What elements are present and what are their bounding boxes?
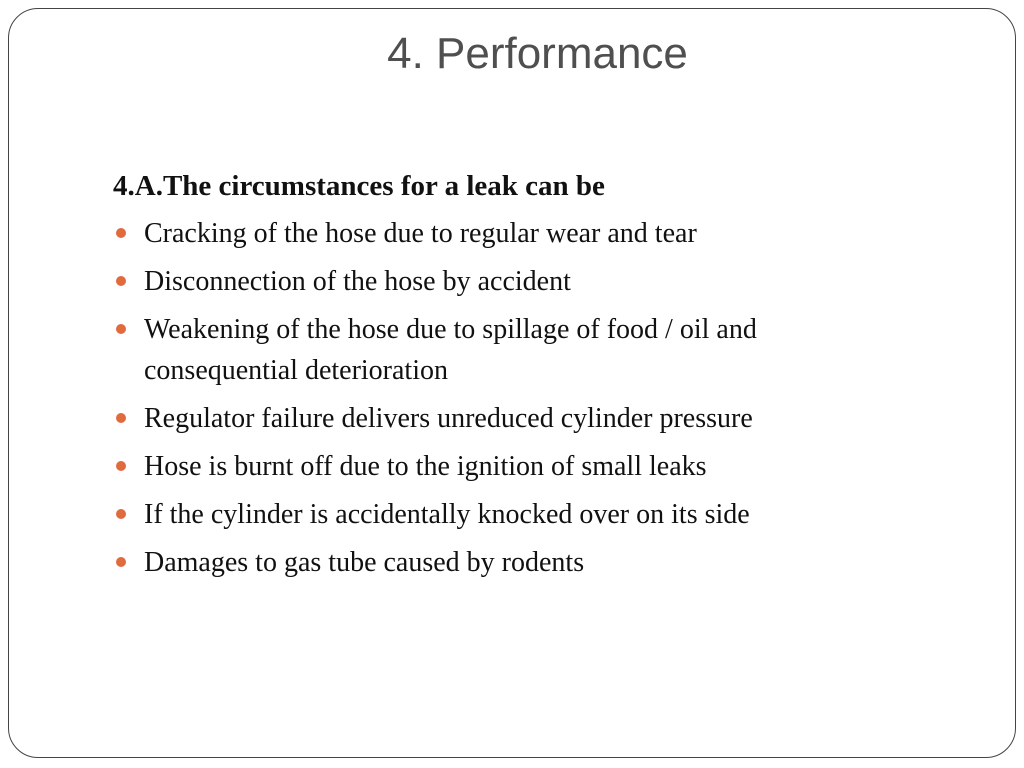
bullet-dot-icon bbox=[116, 509, 126, 519]
bullet-item bbox=[113, 446, 913, 487]
bullet-dot-icon bbox=[116, 461, 126, 471]
bullet-item bbox=[113, 398, 913, 439]
bullet-item bbox=[113, 542, 913, 583]
bullet-item bbox=[113, 309, 913, 391]
bullet-dot-icon bbox=[116, 557, 126, 567]
bullet-text: Weakening of the hose due to spillage of food / oil and consequential deterioration bbox=[144, 314, 757, 386]
slide-content bbox=[113, 166, 913, 590]
bullet-text: Regulator failure delivers unreduced cylinder pressure bbox=[144, 403, 753, 434]
section-subheading: 4.A.The circumstances for a leak can be bbox=[113, 170, 605, 202]
bullet-text: Cracking of the hose due to regular wear and tear bbox=[144, 218, 697, 249]
bullet-dot-icon bbox=[116, 413, 126, 423]
bullet-dot-icon bbox=[116, 324, 126, 334]
bullet-dot-icon bbox=[116, 276, 126, 286]
bullet-text: Damages to gas tube caused by rodents bbox=[144, 547, 585, 578]
bullet-text: Disconnection of the hose by accident bbox=[144, 266, 571, 297]
bullet-item bbox=[113, 494, 913, 535]
bullet-item bbox=[113, 261, 913, 302]
bullet-text: Hose is burnt off due to the ignition of small leaks bbox=[144, 451, 707, 482]
bullet-dot-icon bbox=[116, 228, 126, 238]
bullet-text: If the cylinder is accidentally knocked over on its side bbox=[144, 499, 750, 530]
bullet-list bbox=[113, 213, 913, 583]
bullet-item bbox=[113, 213, 913, 254]
slide-title: 4. Performance bbox=[387, 29, 688, 78]
